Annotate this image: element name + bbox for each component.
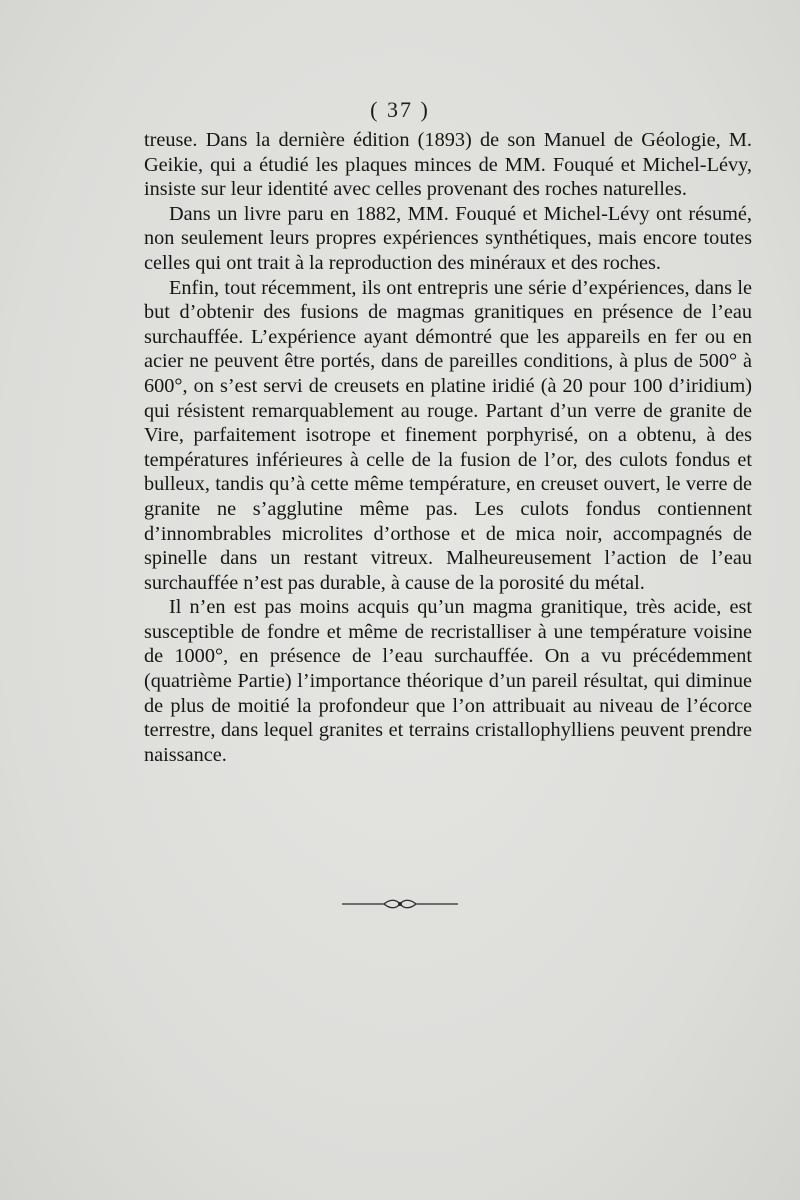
paragraph-4: Il n’en est pas moins acquis qu’un magma granitique, très acide, est susceptible de fondre et même de recristalliser à une température voisine de 1000°, en présence de l’eau surchauffée. On a vu précédemment (quatrième Partie) l’importance théorique d’un pareil résultat, qui diminue de plus de moitié la profondeur que l’on attribuait au niveau de l’écorce terrestre, dans lequel granites et terrains cristallophylliens peuvent prendre naissance. xyxy=(144,596,752,766)
body-text xyxy=(144,128,752,767)
section-end-ornament xyxy=(0,896,800,912)
paragraph-1: treuse. Dans la dernière édition (1893) de son Manuel de Géologie, M. Geikie, qui a étudié les plaques minces de MM. Fouqué et Michel-Lévy, insiste sur leur identité avec celles provenant des roches naturelles. xyxy=(144,129,752,201)
page-number: ( 37 ) xyxy=(370,97,430,122)
ornament-flourish-icon xyxy=(340,896,460,912)
paragraph-3: Enfin, tout récemment, ils ont entrepris une série d’expériences, dans le but d’obtenir des fusions de magmas granitiques en présence de l’eau surchauffée. L’expérience ayant démontré que les appareils en fer ou en acier ne peuvent être portés, dans de pareilles conditions, à plus de 500° à 600°, on s’est servi de creusets en platine iridié (à 20 pour 100 d’iridium) qui résistent remarquablement au rouge. Partant d’un verre de granite de Vire, parfaitement isotrope et finement porphyrisé, on a obtenu, à des températures inférieures à celle de la fusion de l’or, des culots fondus et bulleux, tandis qu’à cette même température, en creuset ouvert, le verre de granite ne s’agglutine même pas. Les culots fondus contiennent d’innombrables microlites d’orthose et de mica noir, accompagnés de spinelle dans un restant vitreux. Malheureusement l’action de l’eau surchauffée n’est pas durable, à cause de la porosité du métal. xyxy=(144,276,752,594)
paragraph-2: Dans un livre paru en 1882, MM. Fouqué et Michel-Lévy ont résumé, non seulement leurs propres expériences synthétiques, mais encore toutes celles qui ont trait à la reproduction des minéraux et des roches. xyxy=(144,202,752,274)
